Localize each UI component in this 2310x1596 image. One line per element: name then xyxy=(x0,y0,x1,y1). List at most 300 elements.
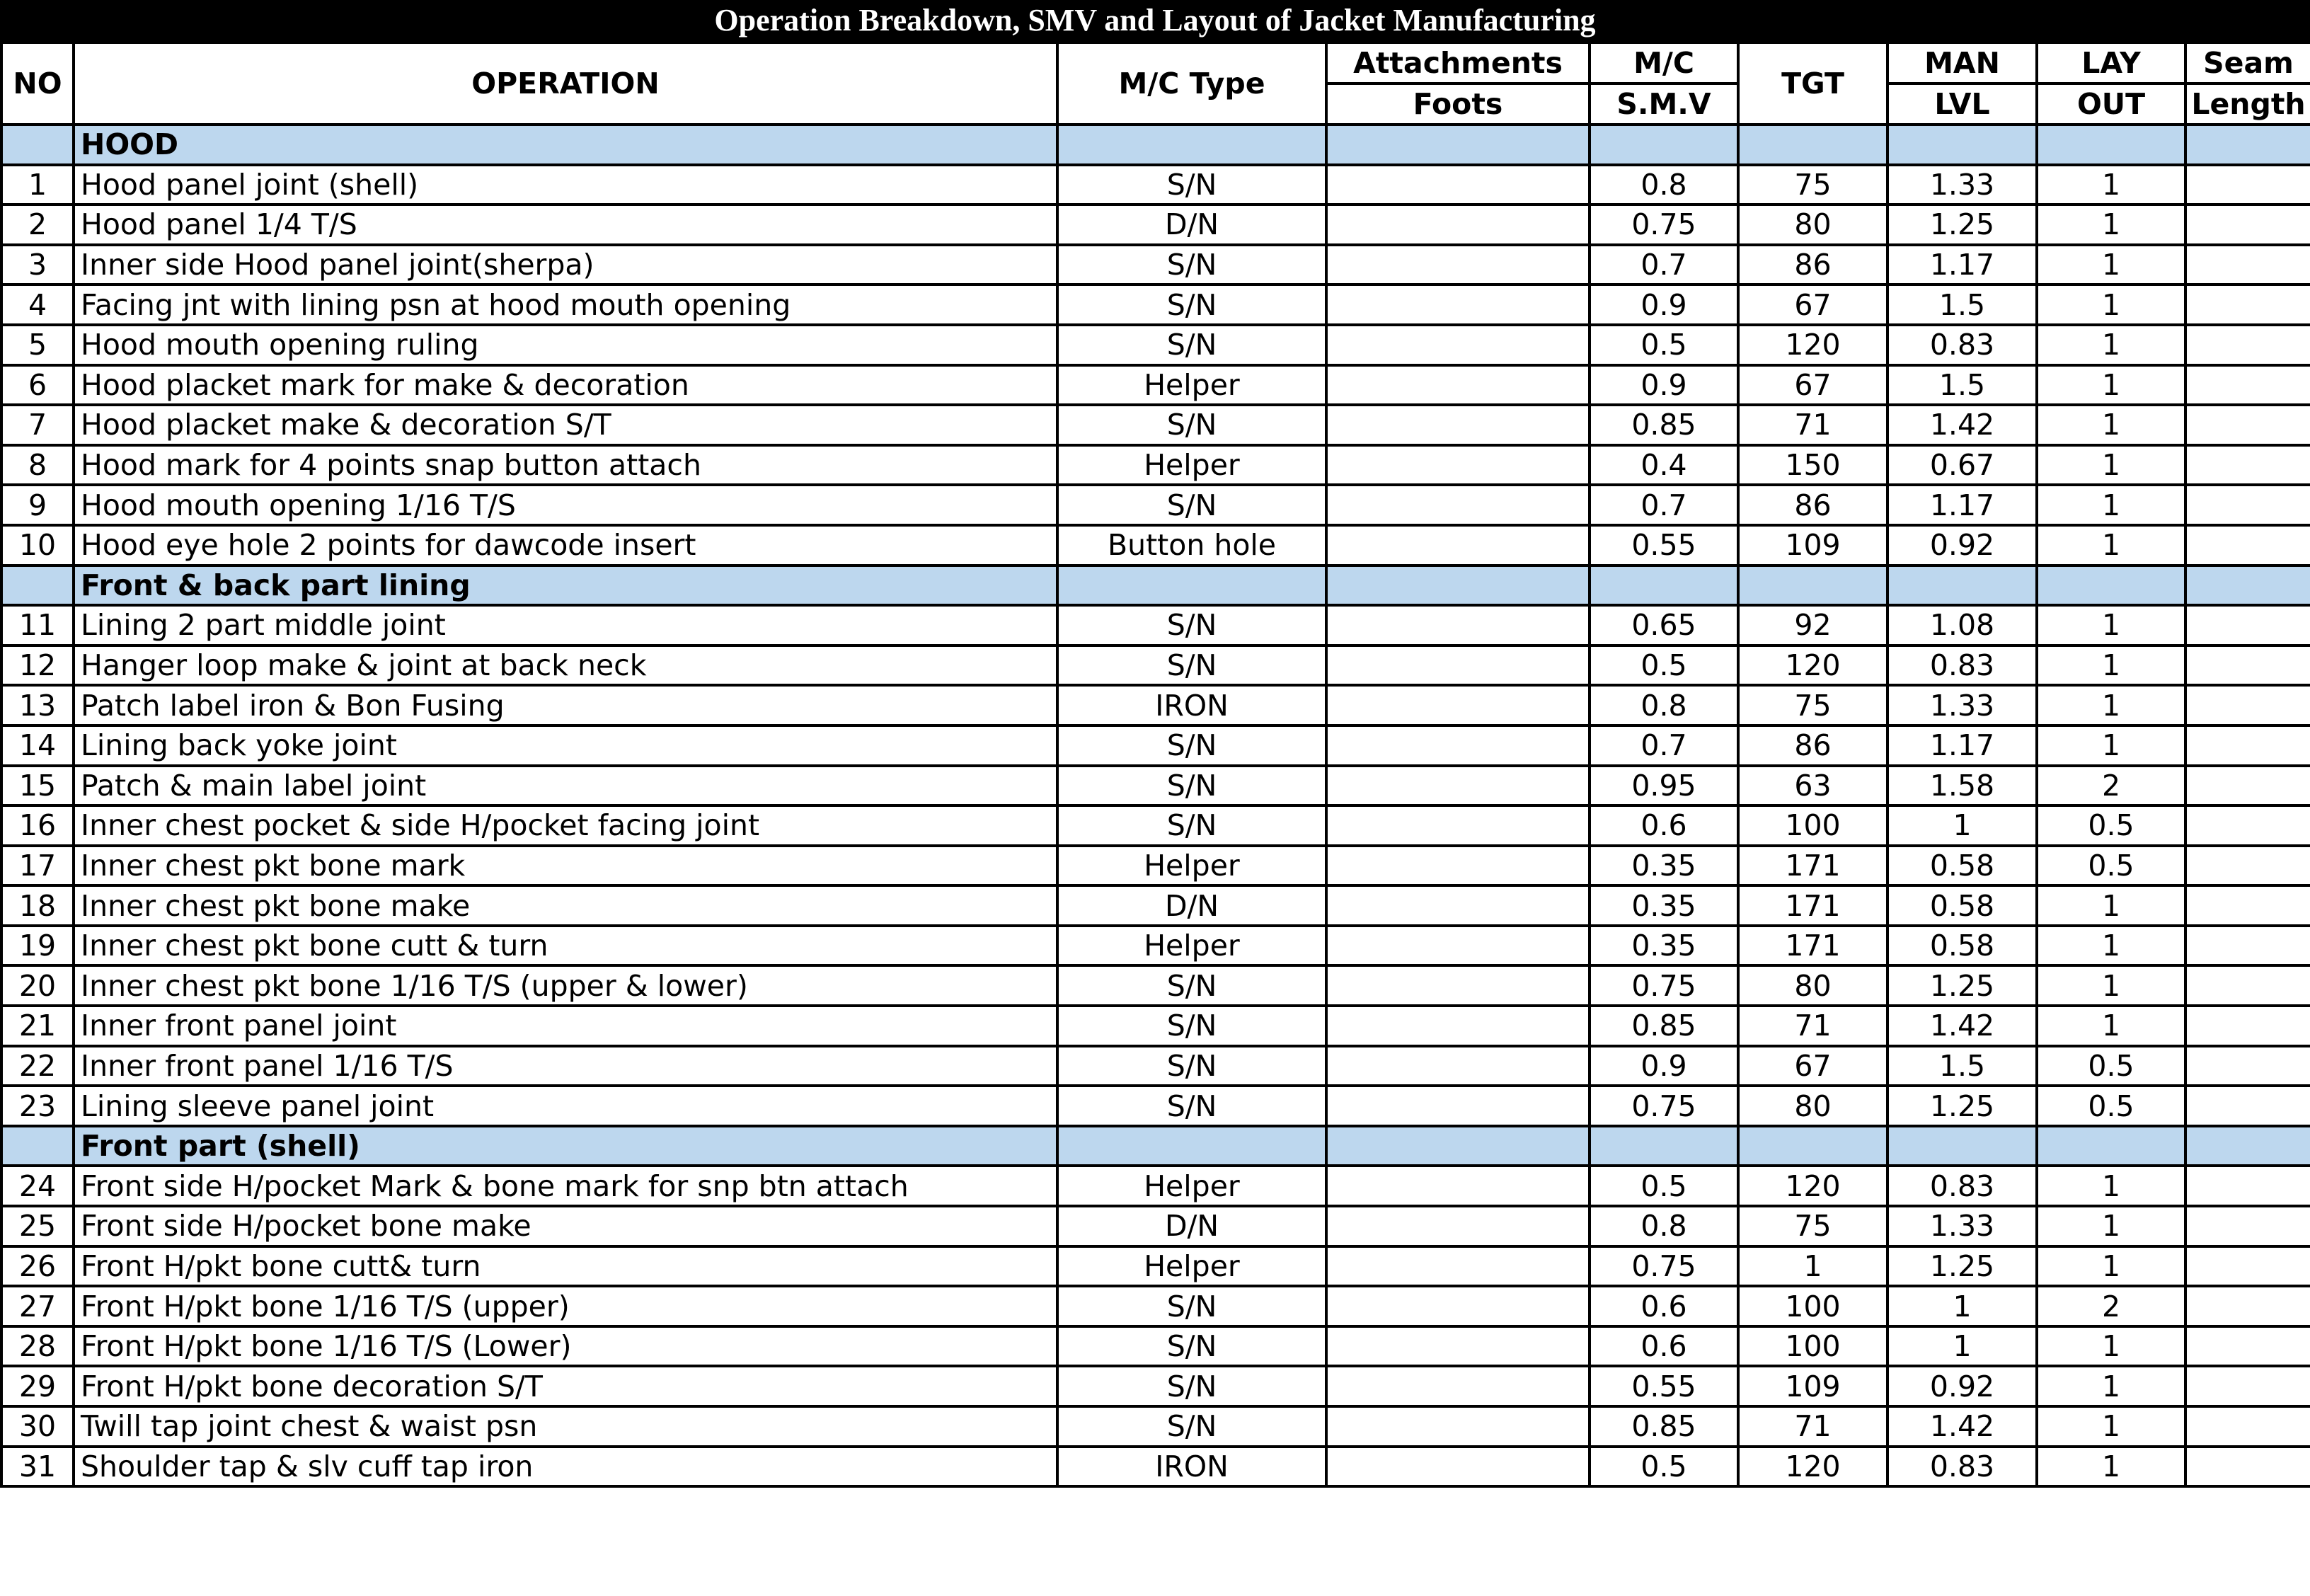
cell-operation[interactable]: Inner front panel 1/16 T/S xyxy=(74,1046,1057,1086)
cell-attachments[interactable] xyxy=(1326,725,1590,766)
cell-mc-type[interactable]: S/N xyxy=(1057,805,1326,846)
header-no[interactable]: NO xyxy=(1,42,74,125)
cell-mc-type[interactable]: IRON xyxy=(1057,685,1326,725)
cell-attachments[interactable] xyxy=(1326,445,1590,486)
section-cell-tgt[interactable] xyxy=(1738,566,1887,606)
cell-man-level[interactable]: 0.67 xyxy=(1887,445,2037,486)
cell-layout[interactable]: 1 xyxy=(2037,325,2185,365)
cell-no[interactable]: 29 xyxy=(1,1366,74,1406)
cell-smv[interactable]: 0.8 xyxy=(1590,1206,1738,1246)
cell-smv[interactable]: 0.5 xyxy=(1590,325,1738,365)
cell-mc-type[interactable]: S/N xyxy=(1057,325,1326,365)
cell-smv[interactable]: 0.6 xyxy=(1590,1286,1738,1326)
cell-tgt[interactable]: 75 xyxy=(1738,165,1887,205)
section-cell-layout[interactable] xyxy=(2037,125,2185,165)
cell-tgt[interactable]: 109 xyxy=(1738,1366,1887,1406)
cell-layout[interactable]: 1 xyxy=(2037,685,2185,725)
cell-operation[interactable]: Hood panel joint (shell) xyxy=(74,165,1057,205)
section-cell-attachments[interactable] xyxy=(1326,1126,1590,1166)
cell-man-level[interactable]: 0.92 xyxy=(1887,525,2037,566)
section-cell-tgt[interactable] xyxy=(1738,125,1887,165)
header-man[interactable]: MAN xyxy=(1887,42,2037,84)
cell-no[interactable]: 23 xyxy=(1,1086,74,1126)
cell-operation[interactable]: Shoulder tap & slv cuff tap iron xyxy=(74,1447,1057,1487)
cell-smv[interactable]: 0.95 xyxy=(1590,766,1738,806)
section-cell-tgt[interactable] xyxy=(1738,1126,1887,1166)
cell-tgt[interactable]: 150 xyxy=(1738,445,1887,486)
cell-seam-length[interactable] xyxy=(2185,926,2310,966)
cell-man-level[interactable]: 1 xyxy=(1887,805,2037,846)
cell-mc-type[interactable]: S/N xyxy=(1057,965,1326,1006)
cell-no[interactable]: 31 xyxy=(1,1447,74,1487)
cell-mc-type[interactable]: S/N xyxy=(1057,1046,1326,1086)
cell-smv[interactable]: 0.7 xyxy=(1590,725,1738,766)
cell-seam-length[interactable] xyxy=(2185,766,2310,806)
cell-smv[interactable]: 0.9 xyxy=(1590,1046,1738,1086)
cell-seam-length[interactable] xyxy=(2185,1286,2310,1326)
cell-seam-length[interactable] xyxy=(2185,885,2310,926)
cell-no[interactable]: 9 xyxy=(1,485,74,525)
cell-smv[interactable]: 0.7 xyxy=(1590,485,1738,525)
section-title[interactable]: Front & back part lining xyxy=(74,566,1057,606)
cell-operation[interactable]: Hood placket make & decoration S/T xyxy=(74,405,1057,445)
cell-attachments[interactable] xyxy=(1326,285,1590,325)
cell-attachments[interactable] xyxy=(1326,245,1590,285)
cell-mc-type[interactable]: Helper xyxy=(1057,926,1326,966)
cell-mc-type[interactable]: S/N xyxy=(1057,165,1326,205)
cell-tgt[interactable]: 100 xyxy=(1738,1286,1887,1326)
cell-man-level[interactable]: 1.33 xyxy=(1887,165,2037,205)
cell-seam-length[interactable] xyxy=(2185,445,2310,486)
section-cell-smv[interactable] xyxy=(1590,566,1738,606)
cell-attachments[interactable] xyxy=(1326,605,1590,645)
cell-layout[interactable]: 1 xyxy=(2037,285,2185,325)
cell-smv[interactable]: 0.8 xyxy=(1590,165,1738,205)
cell-tgt[interactable]: 86 xyxy=(1738,245,1887,285)
header-mc-type[interactable]: M/C Type xyxy=(1057,42,1326,125)
cell-tgt[interactable]: 92 xyxy=(1738,605,1887,645)
cell-tgt[interactable]: 100 xyxy=(1738,805,1887,846)
cell-seam-length[interactable] xyxy=(2185,846,2310,886)
cell-attachments[interactable] xyxy=(1326,645,1590,686)
cell-smv[interactable]: 0.8 xyxy=(1590,685,1738,725)
cell-attachments[interactable] xyxy=(1326,926,1590,966)
header-mc[interactable]: M/C xyxy=(1590,42,1738,84)
cell-man-level[interactable]: 1.42 xyxy=(1887,1006,2037,1046)
cell-seam-length[interactable] xyxy=(2185,405,2310,445)
cell-no[interactable]: 1 xyxy=(1,165,74,205)
cell-operation[interactable]: Inner chest pocket & side H/pocket facing joint xyxy=(74,805,1057,846)
cell-no[interactable]: 2 xyxy=(1,205,74,245)
cell-mc-type[interactable]: S/N xyxy=(1057,766,1326,806)
cell-operation[interactable]: Hood mouth opening ruling xyxy=(74,325,1057,365)
header-out[interactable]: OUT xyxy=(2037,84,2185,125)
cell-operation[interactable]: Hood eye hole 2 points for dawcode insert xyxy=(74,525,1057,566)
cell-no[interactable]: 10 xyxy=(1,525,74,566)
cell-seam-length[interactable] xyxy=(2185,1086,2310,1126)
cell-layout[interactable]: 0.5 xyxy=(2037,1046,2185,1086)
section-cell-no[interactable] xyxy=(1,1126,74,1166)
cell-attachments[interactable] xyxy=(1326,766,1590,806)
cell-man-level[interactable]: 0.83 xyxy=(1887,1447,2037,1487)
cell-operation[interactable]: Hood panel 1/4 T/S xyxy=(74,205,1057,245)
cell-operation[interactable]: Inner chest pkt bone mark xyxy=(74,846,1057,886)
cell-no[interactable]: 4 xyxy=(1,285,74,325)
cell-tgt[interactable]: 71 xyxy=(1738,1006,1887,1046)
cell-tgt[interactable]: 67 xyxy=(1738,365,1887,406)
cell-smv[interactable]: 0.5 xyxy=(1590,1447,1738,1487)
cell-seam-length[interactable] xyxy=(2185,1006,2310,1046)
cell-man-level[interactable]: 1 xyxy=(1887,1326,2037,1367)
cell-smv[interactable]: 0.35 xyxy=(1590,846,1738,886)
header-smv[interactable]: S.M.V xyxy=(1590,84,1738,125)
section-cell-layout[interactable] xyxy=(2037,566,2185,606)
cell-layout[interactable]: 1 xyxy=(2037,885,2185,926)
cell-layout[interactable]: 1 xyxy=(2037,1206,2185,1246)
cell-attachments[interactable] xyxy=(1326,205,1590,245)
section-cell-no[interactable] xyxy=(1,566,74,606)
cell-man-level[interactable]: 0.83 xyxy=(1887,1166,2037,1206)
cell-tgt[interactable]: 171 xyxy=(1738,926,1887,966)
header-operation[interactable]: OPERATION xyxy=(74,42,1057,125)
cell-seam-length[interactable] xyxy=(2185,1206,2310,1246)
cell-mc-type[interactable]: IRON xyxy=(1057,1447,1326,1487)
cell-layout[interactable]: 1 xyxy=(2037,245,2185,285)
header-tgt[interactable]: TGT xyxy=(1738,42,1887,125)
cell-smv[interactable]: 0.4 xyxy=(1590,445,1738,486)
header-foots[interactable]: Foots xyxy=(1326,84,1590,125)
cell-no[interactable]: 28 xyxy=(1,1326,74,1367)
cell-smv[interactable]: 0.5 xyxy=(1590,1166,1738,1206)
cell-operation[interactable]: Front H/pkt bone 1/16 T/S (upper) xyxy=(74,1286,1057,1326)
header-length[interactable]: Length xyxy=(2185,84,2310,125)
cell-attachments[interactable] xyxy=(1326,1326,1590,1367)
cell-seam-length[interactable] xyxy=(2185,525,2310,566)
cell-seam-length[interactable] xyxy=(2185,805,2310,846)
cell-attachments[interactable] xyxy=(1326,165,1590,205)
cell-attachments[interactable] xyxy=(1326,846,1590,886)
cell-seam-length[interactable] xyxy=(2185,1166,2310,1206)
cell-mc-type[interactable]: Helper xyxy=(1057,846,1326,886)
cell-operation[interactable]: Hood placket mark for make & decoration xyxy=(74,365,1057,406)
cell-layout[interactable]: 1 xyxy=(2037,1326,2185,1367)
section-title[interactable]: Front part (shell) xyxy=(74,1126,1057,1166)
cell-seam-length[interactable] xyxy=(2185,685,2310,725)
cell-tgt[interactable]: 120 xyxy=(1738,645,1887,686)
header-attachments[interactable]: Attachments xyxy=(1326,42,1590,84)
cell-attachments[interactable] xyxy=(1326,685,1590,725)
cell-seam-length[interactable] xyxy=(2185,485,2310,525)
cell-man-level[interactable]: 1.17 xyxy=(1887,485,2037,525)
cell-attachments[interactable] xyxy=(1326,965,1590,1006)
cell-seam-length[interactable] xyxy=(2185,325,2310,365)
cell-smv[interactable]: 0.6 xyxy=(1590,1326,1738,1367)
cell-operation[interactable]: Front side H/pocket Mark & bone mark for snp btn attach xyxy=(74,1166,1057,1206)
cell-attachments[interactable] xyxy=(1326,325,1590,365)
cell-no[interactable]: 6 xyxy=(1,365,74,406)
cell-smv[interactable]: 0.85 xyxy=(1590,1006,1738,1046)
cell-operation[interactable]: Hood mouth opening 1/16 T/S xyxy=(74,485,1057,525)
cell-layout[interactable]: 1 xyxy=(2037,1447,2185,1487)
cell-smv[interactable]: 0.55 xyxy=(1590,525,1738,566)
cell-attachments[interactable] xyxy=(1326,1206,1590,1246)
cell-seam-length[interactable] xyxy=(2185,965,2310,1006)
cell-tgt[interactable]: 63 xyxy=(1738,766,1887,806)
cell-tgt[interactable]: 71 xyxy=(1738,1406,1887,1447)
cell-mc-type[interactable]: D/N xyxy=(1057,205,1326,245)
cell-man-level[interactable]: 0.58 xyxy=(1887,885,2037,926)
cell-layout[interactable]: 2 xyxy=(2037,1286,2185,1326)
cell-no[interactable]: 27 xyxy=(1,1286,74,1326)
cell-smv[interactable]: 0.85 xyxy=(1590,1406,1738,1447)
cell-man-level[interactable]: 1.58 xyxy=(1887,766,2037,806)
cell-operation[interactable]: Inner chest pkt bone 1/16 T/S (upper & lower) xyxy=(74,965,1057,1006)
cell-no[interactable]: 8 xyxy=(1,445,74,486)
section-cell-no[interactable] xyxy=(1,125,74,165)
cell-man-level[interactable]: 1.08 xyxy=(1887,605,2037,645)
cell-layout[interactable]: 1 xyxy=(2037,405,2185,445)
cell-attachments[interactable] xyxy=(1326,1286,1590,1326)
cell-layout[interactable]: 1 xyxy=(2037,165,2185,205)
cell-man-level[interactable]: 1.17 xyxy=(1887,245,2037,285)
cell-layout[interactable]: 1 xyxy=(2037,1406,2185,1447)
cell-man-level[interactable]: 1 xyxy=(1887,1286,2037,1326)
cell-smv[interactable]: 0.9 xyxy=(1590,365,1738,406)
cell-seam-length[interactable] xyxy=(2185,605,2310,645)
cell-tgt[interactable]: 80 xyxy=(1738,205,1887,245)
cell-tgt[interactable]: 171 xyxy=(1738,885,1887,926)
cell-tgt[interactable]: 100 xyxy=(1738,1326,1887,1367)
section-cell-man-level[interactable] xyxy=(1887,1126,2037,1166)
cell-attachments[interactable] xyxy=(1326,525,1590,566)
cell-no[interactable]: 18 xyxy=(1,885,74,926)
cell-no[interactable]: 7 xyxy=(1,405,74,445)
cell-operation[interactable]: Lining back yoke joint xyxy=(74,725,1057,766)
cell-no[interactable]: 20 xyxy=(1,965,74,1006)
cell-attachments[interactable] xyxy=(1326,1086,1590,1126)
cell-attachments[interactable] xyxy=(1326,1246,1590,1287)
cell-mc-type[interactable]: S/N xyxy=(1057,1366,1326,1406)
section-cell-mc-type[interactable] xyxy=(1057,125,1326,165)
cell-operation[interactable]: Twill tap joint chest & waist psn xyxy=(74,1406,1057,1447)
cell-man-level[interactable]: 0.92 xyxy=(1887,1366,2037,1406)
cell-mc-type[interactable]: S/N xyxy=(1057,1086,1326,1126)
cell-smv[interactable]: 0.75 xyxy=(1590,1086,1738,1126)
cell-no[interactable]: 15 xyxy=(1,766,74,806)
cell-attachments[interactable] xyxy=(1326,805,1590,846)
cell-man-level[interactable]: 0.58 xyxy=(1887,926,2037,966)
cell-seam-length[interactable] xyxy=(2185,1406,2310,1447)
cell-man-level[interactable]: 1.33 xyxy=(1887,685,2037,725)
cell-layout[interactable]: 1 xyxy=(2037,525,2185,566)
cell-seam-length[interactable] xyxy=(2185,1046,2310,1086)
cell-no[interactable]: 30 xyxy=(1,1406,74,1447)
cell-mc-type[interactable]: S/N xyxy=(1057,285,1326,325)
cell-smv[interactable]: 0.75 xyxy=(1590,1246,1738,1287)
cell-operation[interactable]: Inner front panel joint xyxy=(74,1006,1057,1046)
cell-mc-type[interactable]: D/N xyxy=(1057,1206,1326,1246)
cell-mc-type[interactable]: S/N xyxy=(1057,605,1326,645)
cell-operation[interactable]: Lining sleeve panel joint xyxy=(74,1086,1057,1126)
cell-no[interactable]: 14 xyxy=(1,725,74,766)
cell-operation[interactable]: Inner chest pkt bone cutt & turn xyxy=(74,926,1057,966)
cell-man-level[interactable]: 1.25 xyxy=(1887,1246,2037,1287)
cell-operation[interactable]: Front H/pkt bone cutt& turn xyxy=(74,1246,1057,1287)
cell-smv[interactable]: 0.75 xyxy=(1590,205,1738,245)
cell-seam-length[interactable] xyxy=(2185,725,2310,766)
cell-operation[interactable]: Lining 2 part middle joint xyxy=(74,605,1057,645)
cell-attachments[interactable] xyxy=(1326,485,1590,525)
section-cell-man-level[interactable] xyxy=(1887,125,2037,165)
cell-man-level[interactable]: 1.5 xyxy=(1887,365,2037,406)
cell-tgt[interactable]: 67 xyxy=(1738,285,1887,325)
cell-tgt[interactable]: 86 xyxy=(1738,485,1887,525)
section-cell-seam-length[interactable] xyxy=(2185,1126,2310,1166)
cell-no[interactable]: 19 xyxy=(1,926,74,966)
cell-seam-length[interactable] xyxy=(2185,1447,2310,1487)
cell-no[interactable]: 22 xyxy=(1,1046,74,1086)
cell-tgt[interactable]: 109 xyxy=(1738,525,1887,566)
section-cell-mc-type[interactable] xyxy=(1057,566,1326,606)
cell-mc-type[interactable]: S/N xyxy=(1057,1286,1326,1326)
cell-tgt[interactable]: 120 xyxy=(1738,1447,1887,1487)
cell-operation[interactable]: Front side H/pocket bone make xyxy=(74,1206,1057,1246)
section-cell-seam-length[interactable] xyxy=(2185,566,2310,606)
cell-smv[interactable]: 0.55 xyxy=(1590,1366,1738,1406)
cell-man-level[interactable]: 0.83 xyxy=(1887,325,2037,365)
header-seam[interactable]: Seam xyxy=(2185,42,2310,84)
cell-mc-type[interactable]: Helper xyxy=(1057,445,1326,486)
cell-mc-type[interactable]: S/N xyxy=(1057,245,1326,285)
cell-layout[interactable]: 1 xyxy=(2037,205,2185,245)
cell-layout[interactable]: 1 xyxy=(2037,445,2185,486)
cell-no[interactable]: 3 xyxy=(1,245,74,285)
cell-operation[interactable]: Hood mark for 4 points snap button attach xyxy=(74,445,1057,486)
cell-operation[interactable]: Inner chest pkt bone make xyxy=(74,885,1057,926)
section-cell-layout[interactable] xyxy=(2037,1126,2185,1166)
header-lvl[interactable]: LVL xyxy=(1887,84,2037,125)
cell-operation[interactable]: Inner side Hood panel joint(sherpa) xyxy=(74,245,1057,285)
cell-layout[interactable]: 1 xyxy=(2037,1246,2185,1287)
cell-no[interactable]: 13 xyxy=(1,685,74,725)
cell-attachments[interactable] xyxy=(1326,365,1590,406)
section-cell-attachments[interactable] xyxy=(1326,125,1590,165)
cell-seam-length[interactable] xyxy=(2185,1246,2310,1287)
cell-no[interactable]: 21 xyxy=(1,1006,74,1046)
cell-attachments[interactable] xyxy=(1326,1406,1590,1447)
cell-layout[interactable]: 1 xyxy=(2037,1366,2185,1406)
cell-man-level[interactable]: 1.25 xyxy=(1887,205,2037,245)
cell-smv[interactable]: 0.85 xyxy=(1590,405,1738,445)
cell-seam-length[interactable] xyxy=(2185,645,2310,686)
cell-smv[interactable]: 0.35 xyxy=(1590,885,1738,926)
cell-layout[interactable]: 2 xyxy=(2037,766,2185,806)
cell-mc-type[interactable]: S/N xyxy=(1057,1006,1326,1046)
cell-operation[interactable]: Patch & main label joint xyxy=(74,766,1057,806)
cell-seam-length[interactable] xyxy=(2185,165,2310,205)
cell-operation[interactable]: Hanger loop make & joint at back neck xyxy=(74,645,1057,686)
cell-mc-type[interactable]: D/N xyxy=(1057,885,1326,926)
cell-man-level[interactable]: 1.42 xyxy=(1887,405,2037,445)
section-cell-man-level[interactable] xyxy=(1887,566,2037,606)
cell-operation[interactable]: Patch label iron & Bon Fusing xyxy=(74,685,1057,725)
section-cell-smv[interactable] xyxy=(1590,1126,1738,1166)
cell-layout[interactable]: 0.5 xyxy=(2037,805,2185,846)
cell-no[interactable]: 12 xyxy=(1,645,74,686)
cell-seam-length[interactable] xyxy=(2185,365,2310,406)
cell-attachments[interactable] xyxy=(1326,1046,1590,1086)
cell-tgt[interactable]: 1 xyxy=(1738,1246,1887,1287)
cell-seam-length[interactable] xyxy=(2185,245,2310,285)
cell-operation[interactable]: Front H/pkt bone decoration S/T xyxy=(74,1366,1057,1406)
cell-smv[interactable]: 0.9 xyxy=(1590,285,1738,325)
cell-no[interactable]: 26 xyxy=(1,1246,74,1287)
cell-smv[interactable]: 0.5 xyxy=(1590,645,1738,686)
cell-man-level[interactable]: 1.25 xyxy=(1887,965,2037,1006)
cell-layout[interactable]: 1 xyxy=(2037,485,2185,525)
cell-man-level[interactable]: 1.33 xyxy=(1887,1206,2037,1246)
cell-mc-type[interactable]: Helper xyxy=(1057,1166,1326,1206)
cell-mc-type[interactable]: Helper xyxy=(1057,365,1326,406)
cell-tgt[interactable]: 80 xyxy=(1738,1086,1887,1126)
cell-tgt[interactable]: 67 xyxy=(1738,1046,1887,1086)
cell-mc-type[interactable]: S/N xyxy=(1057,485,1326,525)
cell-smv[interactable]: 0.35 xyxy=(1590,926,1738,966)
cell-layout[interactable]: 1 xyxy=(2037,365,2185,406)
cell-man-level[interactable]: 1.42 xyxy=(1887,1406,2037,1447)
cell-attachments[interactable] xyxy=(1326,1166,1590,1206)
cell-layout[interactable]: 1 xyxy=(2037,725,2185,766)
cell-operation[interactable]: Front H/pkt bone 1/16 T/S (Lower) xyxy=(74,1326,1057,1367)
cell-smv[interactable]: 0.6 xyxy=(1590,805,1738,846)
cell-seam-length[interactable] xyxy=(2185,285,2310,325)
section-cell-mc-type[interactable] xyxy=(1057,1126,1326,1166)
cell-no[interactable]: 17 xyxy=(1,846,74,886)
section-cell-attachments[interactable] xyxy=(1326,566,1590,606)
cell-smv[interactable]: 0.65 xyxy=(1590,605,1738,645)
cell-tgt[interactable]: 75 xyxy=(1738,1206,1887,1246)
cell-layout[interactable]: 0.5 xyxy=(2037,846,2185,886)
cell-tgt[interactable]: 120 xyxy=(1738,325,1887,365)
cell-layout[interactable]: 1 xyxy=(2037,645,2185,686)
cell-mc-type[interactable]: S/N xyxy=(1057,1326,1326,1367)
cell-man-level[interactable]: 0.83 xyxy=(1887,645,2037,686)
cell-tgt[interactable]: 86 xyxy=(1738,725,1887,766)
cell-man-level[interactable]: 0.58 xyxy=(1887,846,2037,886)
cell-layout[interactable]: 1 xyxy=(2037,1006,2185,1046)
cell-mc-type[interactable]: S/N xyxy=(1057,405,1326,445)
cell-attachments[interactable] xyxy=(1326,885,1590,926)
cell-no[interactable]: 25 xyxy=(1,1206,74,1246)
cell-man-level[interactable]: 1.17 xyxy=(1887,725,2037,766)
section-cell-smv[interactable] xyxy=(1590,125,1738,165)
cell-mc-type[interactable]: S/N xyxy=(1057,645,1326,686)
cell-smv[interactable]: 0.7 xyxy=(1590,245,1738,285)
cell-operation[interactable]: Facing jnt with lining psn at hood mouth opening xyxy=(74,285,1057,325)
cell-man-level[interactable]: 1.5 xyxy=(1887,285,2037,325)
cell-seam-length[interactable] xyxy=(2185,1366,2310,1406)
section-title[interactable]: HOOD xyxy=(74,125,1057,165)
cell-mc-type[interactable]: S/N xyxy=(1057,1406,1326,1447)
cell-man-level[interactable]: 1.25 xyxy=(1887,1086,2037,1126)
cell-layout[interactable]: 1 xyxy=(2037,605,2185,645)
section-cell-seam-length[interactable] xyxy=(2185,125,2310,165)
cell-seam-length[interactable] xyxy=(2185,205,2310,245)
cell-layout[interactable]: 1 xyxy=(2037,965,2185,1006)
cell-attachments[interactable] xyxy=(1326,1366,1590,1406)
cell-mc-type[interactable]: S/N xyxy=(1057,725,1326,766)
cell-tgt[interactable]: 75 xyxy=(1738,685,1887,725)
